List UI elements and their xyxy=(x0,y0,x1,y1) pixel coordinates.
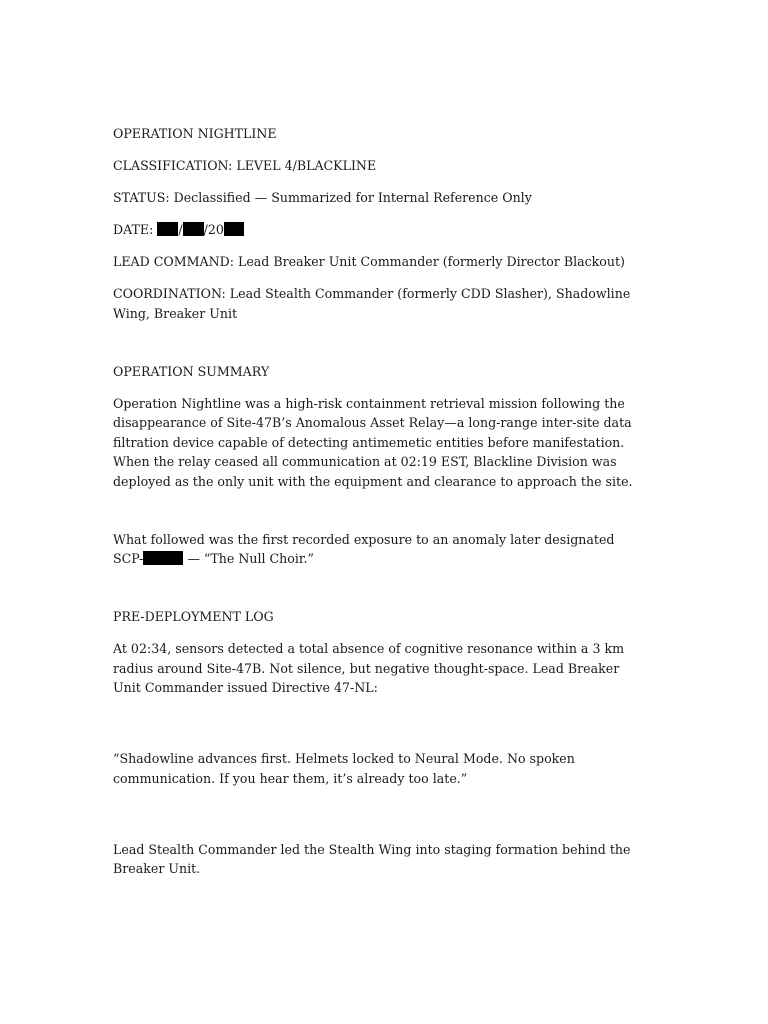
anomaly-text-prefix: What followed was the first recorded exposure to an anomaly later designated SCP- xyxy=(113,531,615,566)
spacer xyxy=(113,336,648,362)
date-separator: / xyxy=(178,222,183,237)
section-heading-pre-deployment: PRE-DEPLOYMENT LOG xyxy=(113,609,274,624)
anomaly-text-suffix: — “The Null Choir.” xyxy=(187,551,314,566)
redaction-bar xyxy=(224,222,244,236)
date-line xyxy=(113,220,648,240)
status-line: STATUS: Declassified — Summarized for Internal Reference Only xyxy=(113,190,532,205)
directive-quote: “Shadowline advances first. Helmets locked to Neural Mode. No spoken communication. If you hear them, it’s already too late.” xyxy=(113,751,575,786)
summary-paragraph: Operation Nightline was a high-risk containment retrieval mission following the disappearance of Site-47B’s Anomalous Asset Relay—a long-range inter-site data filtration device capable of detecting antimemetic entities before manifestation. When the relay ceased all communication at 02:19 EST, Blackline Division was deployed as the only unit with the equipment and clearance to approach the site. xyxy=(113,395,633,489)
anomaly-paragraph xyxy=(113,530,648,569)
redaction-bar xyxy=(183,222,204,236)
date-label: DATE: xyxy=(113,222,158,237)
document-title: OPERATION NIGHTLINE xyxy=(113,126,277,141)
redaction-bar xyxy=(143,551,183,565)
pre-deployment-paragraph: At 02:34, sensors detected a total absence of cognitive resonance within a 3 km radius around Site-47B. Not silence, but negative thought-space. Lead Breaker Unit Commander issued Directive 47-NL: xyxy=(113,641,625,695)
document-page xyxy=(113,124,648,891)
date-year-prefix: /20 xyxy=(203,222,224,237)
spacer xyxy=(113,504,648,530)
section-heading-summary: OPERATION SUMMARY xyxy=(113,363,270,379)
redaction-bar xyxy=(157,222,178,236)
classification-line: CLASSIFICATION: LEVEL 4/BLACKLINE xyxy=(113,158,377,173)
spacer xyxy=(113,581,648,607)
closing-paragraph: Lead Stealth Commander led the Stealth Wing into staging formation behind the Breaker Unit. xyxy=(113,841,631,876)
lead-command-line: LEAD COMMAND: Lead Breaker Unit Commander (formerly Director Blackout) xyxy=(113,254,625,269)
spacer xyxy=(113,710,648,749)
spacer xyxy=(113,801,648,840)
coordination-line: COORDINATION: Lead Stealth Commander (formerly CDD Slasher), Shadowline Wing, Breaker Unit xyxy=(113,286,631,321)
